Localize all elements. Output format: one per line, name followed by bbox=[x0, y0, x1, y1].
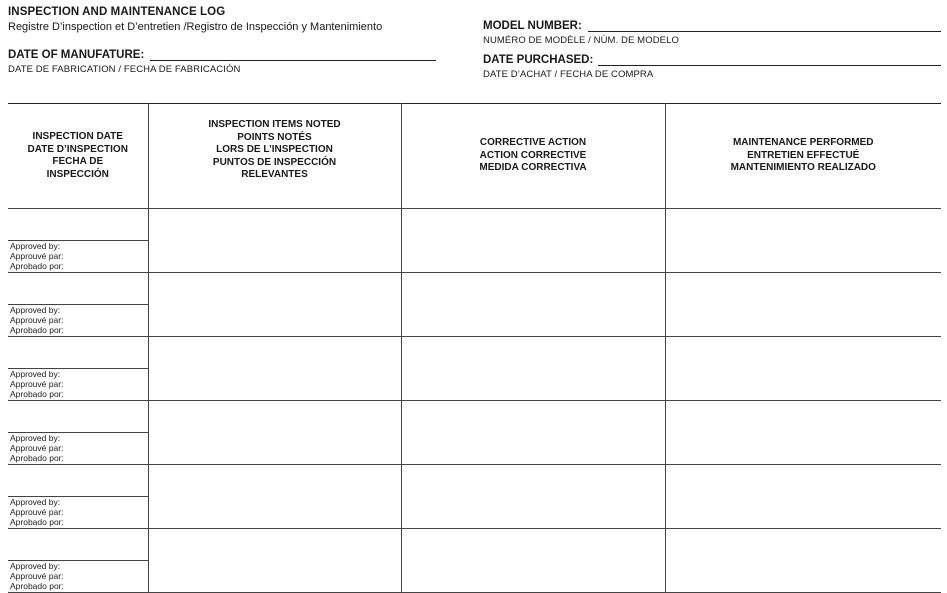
inspection-items-cell[interactable] bbox=[148, 337, 401, 401]
inspection-date-cell bbox=[8, 401, 148, 465]
approved-by-label: Approved by: bbox=[10, 241, 61, 251]
approved-by-field[interactable] bbox=[10, 562, 64, 591]
approved-by-field[interactable] bbox=[10, 242, 64, 271]
corrective-action-cell[interactable] bbox=[401, 273, 665, 337]
approved-by-field[interactable] bbox=[10, 434, 64, 463]
model-number-label: MODEL NUMBER: bbox=[483, 20, 582, 32]
date-of-manufacture-field[interactable] bbox=[150, 49, 436, 61]
inspection-date-cell bbox=[8, 465, 148, 529]
date-of-manufacture-sublabel: DATE DE FABRICATION / FECHA DE FABRICACIÓN bbox=[8, 64, 241, 75]
maintenance-performed-cell[interactable] bbox=[665, 273, 941, 337]
approved-by-field[interactable] bbox=[10, 498, 64, 527]
approved-by-label: Approved by: bbox=[10, 433, 61, 443]
corrective-action-cell[interactable] bbox=[401, 401, 665, 465]
header-line: INSPECCIÓN bbox=[46, 168, 109, 180]
table-row bbox=[8, 337, 941, 401]
header-line: POINTS NOTÉS bbox=[237, 131, 312, 143]
inspection-log-table bbox=[8, 103, 941, 593]
table-row bbox=[8, 401, 941, 465]
approuve-par-label: Approuvé par: bbox=[10, 378, 64, 389]
aprobado-por-label: Aprobado por: bbox=[10, 452, 64, 463]
inspection-items-cell[interactable] bbox=[148, 209, 401, 273]
header-line: MAINTENANCE PERFORMED bbox=[732, 137, 874, 149]
inspection-date-cell bbox=[8, 273, 148, 337]
inspection-date-cell bbox=[8, 337, 148, 401]
inspection-items-cell[interactable] bbox=[148, 401, 401, 465]
inspection-date-field[interactable] bbox=[8, 529, 148, 561]
header-line: MEDIDA CORRECTIVA bbox=[479, 162, 587, 174]
header-line: DATE D’INSPECTION bbox=[27, 143, 128, 155]
approuve-par-label: Approuvé par: bbox=[10, 442, 64, 453]
aprobado-por-label: Aprobado por: bbox=[10, 580, 64, 591]
inspection-date-field[interactable] bbox=[8, 465, 148, 497]
approuve-par-label: Approuvé par: bbox=[10, 250, 64, 261]
header-line: PUNTOS DE INSPECCIÓN bbox=[212, 156, 337, 168]
corrective-action-cell[interactable] bbox=[401, 337, 665, 401]
table-row bbox=[8, 529, 941, 593]
log-title: INSPECTION AND MAINTENANCE LOG bbox=[8, 6, 226, 18]
inspection-items-cell[interactable] bbox=[148, 529, 401, 593]
maintenance-performed-cell[interactable] bbox=[665, 465, 941, 529]
date-purchased-label: DATE PURCHASED: bbox=[483, 54, 594, 66]
corrective-action-cell[interactable] bbox=[401, 465, 665, 529]
maintenance-performed-cell[interactable] bbox=[665, 209, 941, 273]
table-row bbox=[8, 273, 941, 337]
column-header-maintenance-performed bbox=[665, 104, 941, 209]
header-line: RELEVANTES bbox=[241, 169, 308, 180]
approuve-par-label: Approuvé par: bbox=[10, 506, 64, 517]
header-line: INSPECTION ITEMS NOTED bbox=[208, 119, 341, 130]
header-line: FECHA DE bbox=[52, 156, 104, 167]
inspection-date-cell bbox=[8, 529, 148, 593]
log-body bbox=[8, 209, 941, 593]
inspection-items-cell[interactable] bbox=[148, 465, 401, 529]
maintenance-performed-cell[interactable] bbox=[665, 529, 941, 593]
table-row bbox=[8, 209, 941, 273]
header-line: CORRECTIVE ACTION bbox=[479, 137, 587, 149]
approuve-par-label: Approuvé par: bbox=[10, 314, 64, 325]
header-line: ACTION CORRECTIVE bbox=[479, 149, 587, 161]
column-header-corrective-action bbox=[401, 104, 665, 209]
maintenance-performed-cell[interactable] bbox=[665, 401, 941, 465]
column-header-inspection-items bbox=[148, 104, 401, 209]
approuve-par-label: Approuvé par: bbox=[10, 570, 64, 581]
header-line: INSPECTION DATE bbox=[32, 131, 123, 142]
approved-by-field[interactable] bbox=[10, 306, 64, 335]
inspection-date-field[interactable] bbox=[8, 337, 148, 369]
header-line: LORS DE L’INSPECTION bbox=[216, 144, 333, 155]
aprobado-por-label: Aprobado por: bbox=[10, 260, 64, 271]
approved-by-label: Approved by: bbox=[10, 305, 61, 315]
inspection-date-field[interactable] bbox=[8, 401, 148, 433]
approved-by-label: Approved by: bbox=[10, 369, 61, 379]
approved-by-field[interactable] bbox=[10, 370, 64, 399]
aprobado-por-label: Aprobado por: bbox=[10, 388, 64, 399]
table-row bbox=[8, 465, 941, 529]
inspection-date-field[interactable] bbox=[8, 273, 148, 305]
model-number-field[interactable] bbox=[588, 20, 941, 32]
date-purchased-field[interactable] bbox=[598, 54, 941, 66]
corrective-action-cell[interactable] bbox=[401, 529, 665, 593]
date-of-manufacture-label: DATE OF MANUFATURE: bbox=[8, 49, 145, 61]
log-subtitle: Registre D’inspection et D’entretien /Registro de Inspección y Mantenimiento bbox=[8, 21, 383, 33]
maintenance-performed-cell[interactable] bbox=[665, 337, 941, 401]
aprobado-por-label: Aprobado por: bbox=[10, 516, 64, 527]
header-line: ENTRETIEN EFFECTUÉ bbox=[747, 149, 860, 161]
approved-by-label: Approved by: bbox=[10, 561, 61, 571]
header-row bbox=[8, 104, 941, 209]
corrective-action-cell[interactable] bbox=[401, 209, 665, 273]
inspection-date-cell bbox=[8, 209, 148, 273]
header-line: MANTENIMIENTO REALIZADO bbox=[730, 162, 876, 174]
model-number-sublabel: NUMÉRO DE MODÈLE / NÚM. DE MODELO bbox=[483, 35, 679, 46]
inspection-date-field[interactable] bbox=[8, 209, 148, 241]
date-purchased-sublabel: DATE D’ACHAT / FECHA DE COMPRA bbox=[483, 69, 654, 80]
aprobado-por-label: Aprobado por: bbox=[10, 324, 64, 335]
inspection-items-cell[interactable] bbox=[148, 273, 401, 337]
approved-by-label: Approved by: bbox=[10, 497, 61, 507]
column-header-inspection-date bbox=[8, 104, 148, 209]
